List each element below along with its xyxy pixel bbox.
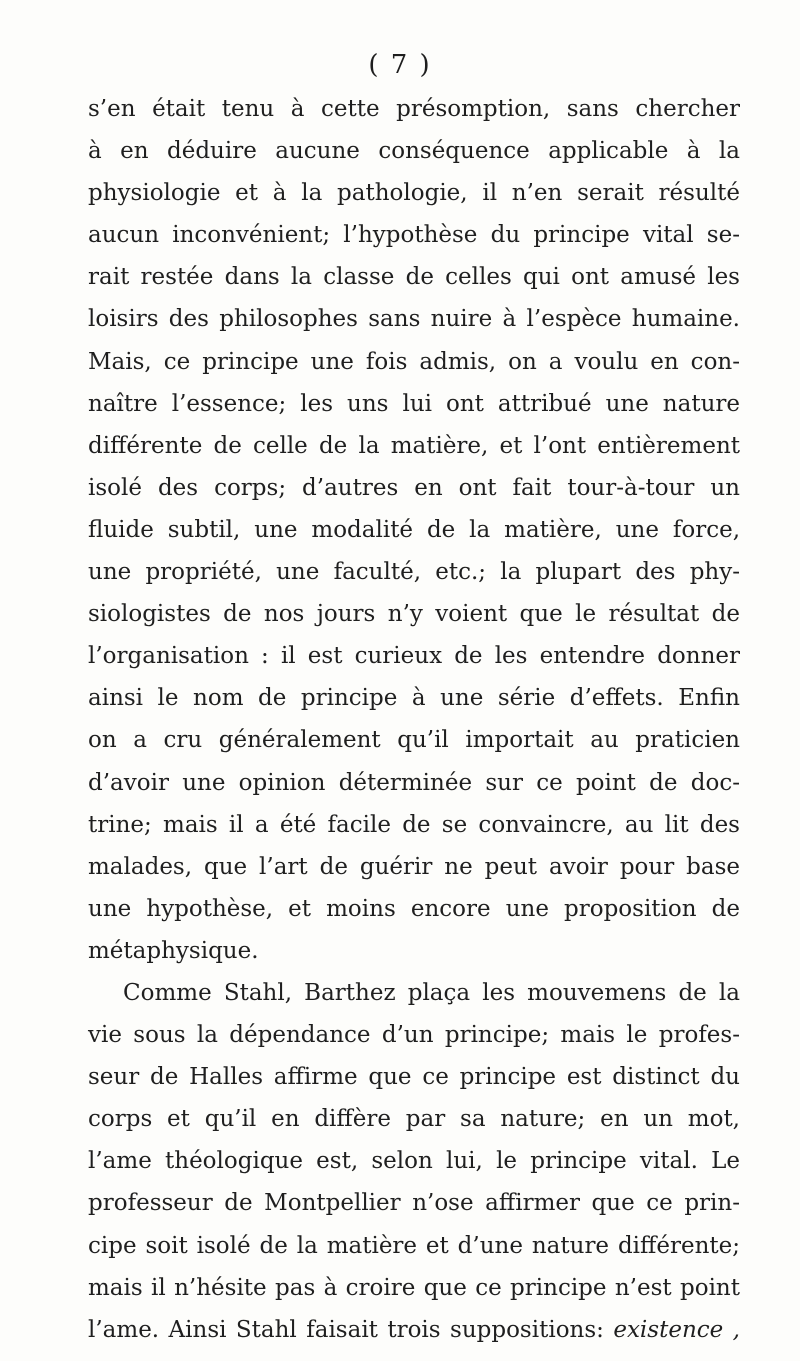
text-line: rait restée dans la classe de celles qui ont amusé les (88, 264, 740, 291)
page-number: ( 7 ) (368, 50, 432, 80)
text-line: Comme Stahl, Barthez plaça les mouvemens de la (123, 979, 740, 1006)
text-line: à en déduire aucune conséquence applicable à la (88, 138, 740, 165)
text-line: mais il n’hésite pas à croire que ce principe n’est point (88, 1274, 740, 1301)
text-line: trine; mais il a été facile de se convaincre, au lit des (88, 811, 740, 838)
text-line: Mais, ce principe une fois admis, on a voulu en con- (88, 348, 740, 375)
text-line-final (88, 1309, 740, 1351)
text-line: une propriété, une faculté, etc.; la plupart des phy- (88, 559, 740, 586)
text-line: une hypothèse, et moins encore une proposition de (88, 895, 740, 922)
text-line: siologistes de nos jours n’y voient que le résultat de (88, 601, 740, 628)
text-line: corps et qu’il en diffère par sa nature; en un mot, (88, 1106, 740, 1133)
text-line: ainsi le nom de principe à une série d’effets. Enfin (88, 685, 740, 712)
text-line: seur de Halles affirme que ce principe est distinct du (88, 1064, 740, 1091)
text-line: différente de celle de la matière, et l’ont entièrement (88, 432, 740, 459)
final-line-text: l’ame. Ainsi Stahl faisait trois suppositions: (88, 1316, 614, 1343)
text-line: fluide subtil, une modalité de la matière, une force, (88, 516, 740, 543)
text-line: l’organisation : il est curieux de les entendre donner (88, 643, 740, 670)
text-line: d’avoir une opinion déterminée sur ce point de doc- (88, 769, 740, 796)
text-line: isolé des corps; d’autres en ont fait tour-à-tour un (88, 474, 740, 501)
text-line: l’ame théologique est, selon lui, le principe vital. Le (88, 1148, 740, 1175)
text-line: naître l’essence; les uns lui ont attribué une nature (88, 390, 740, 417)
paragraph-2 (88, 972, 740, 1351)
text-line: vie sous la dépendance d’un principe; mais le profes- (88, 1022, 740, 1049)
body-text (88, 88, 740, 1351)
text-line: cipe soit isolé de la matière et d’une nature différente; (88, 1232, 740, 1259)
text-line: on a cru généralement qu’il importait au praticien (88, 727, 740, 754)
text-line: malades, que l’art de guérir ne peut avoir pour base (88, 853, 740, 880)
text-line: professeur de Montpellier n’ose affirmer que ce prin- (88, 1190, 740, 1217)
text-line: loisirs des philosophes sans nuire à l’espèce humaine. (88, 306, 740, 333)
paragraph-1 (88, 88, 740, 972)
text-line: métaphysique. (88, 937, 259, 964)
final-line-italic: existence , (613, 1316, 740, 1343)
text-line: aucun inconvénient; l’hypothèse du principe vital se- (88, 222, 740, 249)
text-line: physiologie et à la pathologie, il n’en serait résulté (88, 180, 740, 207)
text-line: s’en était tenu à cette présomption, sans chercher (88, 96, 740, 122)
